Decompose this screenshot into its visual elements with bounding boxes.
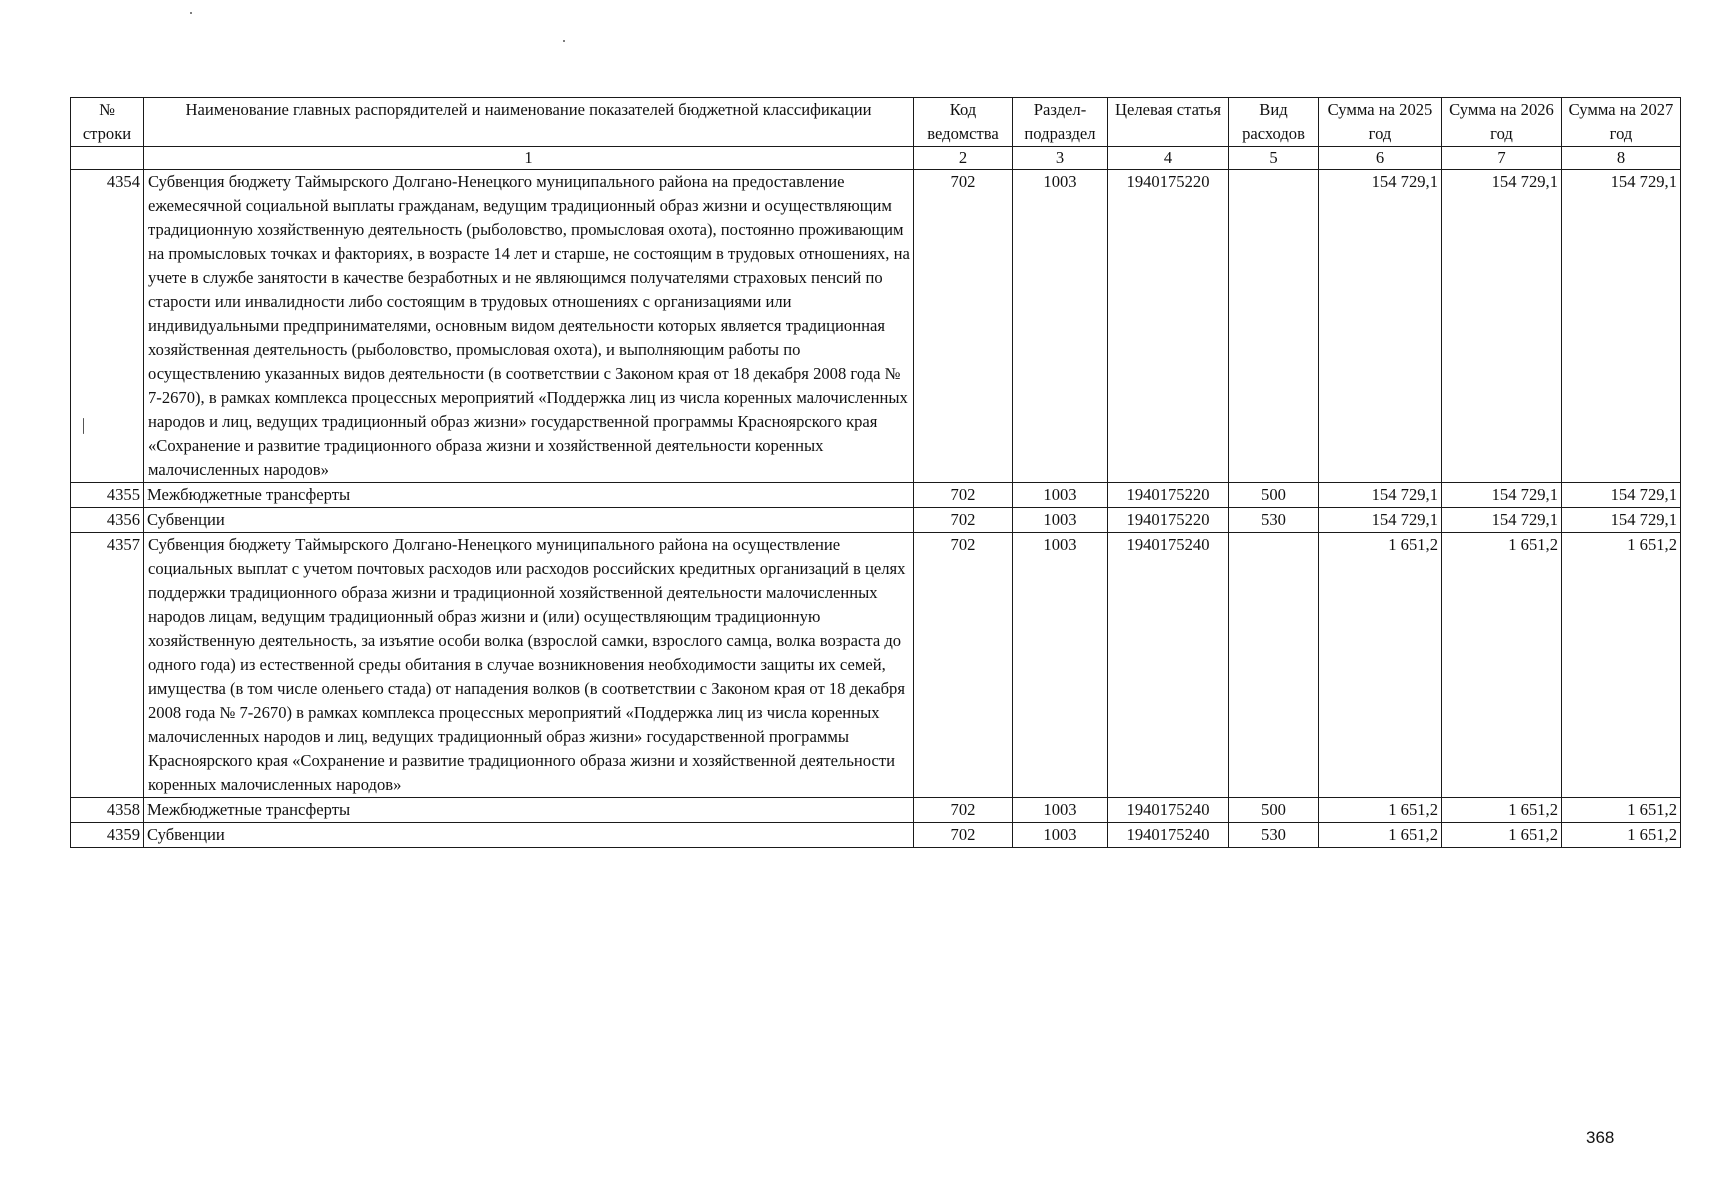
row-target-article: 1940175240 <box>1108 798 1229 823</box>
row-section: 1003 <box>1013 483 1108 508</box>
row-sum-2025: 1 651,2 <box>1319 533 1442 798</box>
row-section: 1003 <box>1013 798 1108 823</box>
column-index <box>71 147 144 170</box>
row-number: 4354 <box>71 170 144 483</box>
table-row <box>71 508 1681 533</box>
row-target-article: 1940175220 <box>1108 170 1229 483</box>
row-sum-2027: 1 651,2 <box>1562 798 1681 823</box>
row-sum-2027: 1 651,2 <box>1562 823 1681 848</box>
header-section: Раздел-подраздел <box>1013 98 1108 147</box>
table-header-row <box>71 98 1681 147</box>
column-index: 4 <box>1108 147 1229 170</box>
column-index: 5 <box>1229 147 1319 170</box>
row-sum-2025: 154 729,1 <box>1319 483 1442 508</box>
header-name: Наименование главных распорядителей и наименование показателей бюджетной классификации <box>144 98 914 147</box>
column-index: 3 <box>1013 147 1108 170</box>
scan-speck <box>190 12 192 14</box>
row-sum-2026: 1 651,2 <box>1442 533 1562 798</box>
column-index: 6 <box>1319 147 1442 170</box>
row-number: 4359 <box>71 823 144 848</box>
row-name: Субвенция бюджету Таймырского Долгано-Ненецкого муниципального района на осуществление социальных выплат с учетом почтовых расходов или расходов российских кредитных организаций в целях поддержки традиционного образа жизни и традиционной хозяйственной деятельности малочисленных народов лицам, ведущим традиционный образ жизни и (или) осуществляющим традиционную хозяйственную деятельность, за изъятие особи волка (взрослой самки, взрослого самца, волка возраста до одного года) из естественной среды обитания в случае возникновения необходимости защиты их семей, имущества (в том числе оленьего стада) от нападения волков (в соответствии с Законом края от 18 декабря 2008 года № 7-2670) в рамках комплекса процессных мероприятий «Поддержка лиц из числа коренных малочисленных народов и лиц, ведущих традиционный образ жизни» государственной программы Красноярского края «Сохранение и развитие традиционного образа жизни и хозяйственной деятельности коренных малочисленных народов» <box>144 533 914 798</box>
row-expense-type: 530 <box>1229 508 1319 533</box>
row-target-article: 1940175220 <box>1108 483 1229 508</box>
header-target-article: Целевая статья <box>1108 98 1229 147</box>
column-index: 2 <box>914 147 1013 170</box>
row-expense-type: 500 <box>1229 483 1319 508</box>
table-row <box>71 823 1681 848</box>
row-name: Субвенции <box>144 823 914 848</box>
row-sum-2026: 1 651,2 <box>1442 798 1562 823</box>
row-dept-code: 702 <box>914 533 1013 798</box>
row-sum-2027: 154 729,1 <box>1562 483 1681 508</box>
column-index-row <box>71 147 1681 170</box>
row-dept-code: 702 <box>914 508 1013 533</box>
row-sum-2025: 1 651,2 <box>1319 798 1442 823</box>
column-index: 1 <box>144 147 914 170</box>
row-number: 4355 <box>71 483 144 508</box>
row-section: 1003 <box>1013 533 1108 798</box>
header-sum-2025: Сумма на 2025 год <box>1319 98 1442 147</box>
row-name: Субвенции <box>144 508 914 533</box>
table-row <box>71 798 1681 823</box>
row-section: 1003 <box>1013 823 1108 848</box>
row-name: Межбюджетные трансферты <box>144 483 914 508</box>
row-dept-code: 702 <box>914 483 1013 508</box>
row-section: 1003 <box>1013 170 1108 483</box>
header-sum-2027: Сумма на 2027 год <box>1562 98 1681 147</box>
column-index: 8 <box>1562 147 1681 170</box>
row-sum-2027: 154 729,1 <box>1562 508 1681 533</box>
row-sum-2027: 154 729,1 <box>1562 170 1681 483</box>
row-dept-code: 702 <box>914 170 1013 483</box>
row-sum-2025: 154 729,1 <box>1319 170 1442 483</box>
header-sum-2026: Сумма на 2026 год <box>1442 98 1562 147</box>
budget-table <box>70 97 1681 848</box>
row-number: 4357 <box>71 533 144 798</box>
row-target-article: 1940175220 <box>1108 508 1229 533</box>
row-target-article: 1940175240 <box>1108 533 1229 798</box>
table-row <box>71 533 1681 798</box>
column-index: 7 <box>1442 147 1562 170</box>
row-name: Субвенция бюджету Таймырского Долгано-Ненецкого муниципального района на предоставление ежемесячной социальной выплаты гражданам, ведущим традиционный образ жизни и осуществляющим традиционную хозяйственную деятельность (рыболовство, промысловая охота), постоянно проживающим на промысловых точках и факториях, в возрасте 14 лет и старше, не состоящим в трудовых отношениях, на учете в службе занятости в качестве безработных и не являющимся получателями страховых пенсий по старости или инвалидности либо состоящим в трудовых отношениях с организациями или индивидуальными предпринимателями, основным видом деятельности которых является традиционная хозяйственная деятельность (рыболовство, промысловая охота), и выполняющим работы по осуществлению указанных видов деятельности (в соответствии с Законом края от 18 декабря 2008 года № 7-2670), в рамках комплекса процессных мероприятий «Поддержка лиц из числа коренных малочисленных народов и лиц, ведущих традиционный образ жизни» государственной программы Красноярского края «Сохранение и развитие традиционного образа жизни и хозяйственной деятельности коренных малочисленных народов» <box>144 170 914 483</box>
row-expense-type: 530 <box>1229 823 1319 848</box>
row-sum-2027: 1 651,2 <box>1562 533 1681 798</box>
row-expense-type <box>1229 170 1319 483</box>
row-number: 4358 <box>71 798 144 823</box>
row-sum-2025: 154 729,1 <box>1319 508 1442 533</box>
row-sum-2026: 154 729,1 <box>1442 170 1562 483</box>
row-sum-2026: 1 651,2 <box>1442 823 1562 848</box>
row-target-article: 1940175240 <box>1108 823 1229 848</box>
row-sum-2026: 154 729,1 <box>1442 483 1562 508</box>
scan-speck <box>563 40 565 42</box>
row-name: Межбюджетные трансферты <box>144 798 914 823</box>
row-section: 1003 <box>1013 508 1108 533</box>
row-dept-code: 702 <box>914 823 1013 848</box>
table-row <box>71 170 1681 483</box>
header-dept-code: Код ведомства <box>914 98 1013 147</box>
header-expense-type: Вид расходов <box>1229 98 1319 147</box>
row-expense-type <box>1229 533 1319 798</box>
row-expense-type: 500 <box>1229 798 1319 823</box>
row-number: 4356 <box>71 508 144 533</box>
table-row <box>71 483 1681 508</box>
row-sum-2025: 1 651,2 <box>1319 823 1442 848</box>
row-dept-code: 702 <box>914 798 1013 823</box>
page-number: 368 <box>1586 1128 1615 1147</box>
header-row-number: № строки <box>71 98 144 147</box>
row-sum-2026: 154 729,1 <box>1442 508 1562 533</box>
